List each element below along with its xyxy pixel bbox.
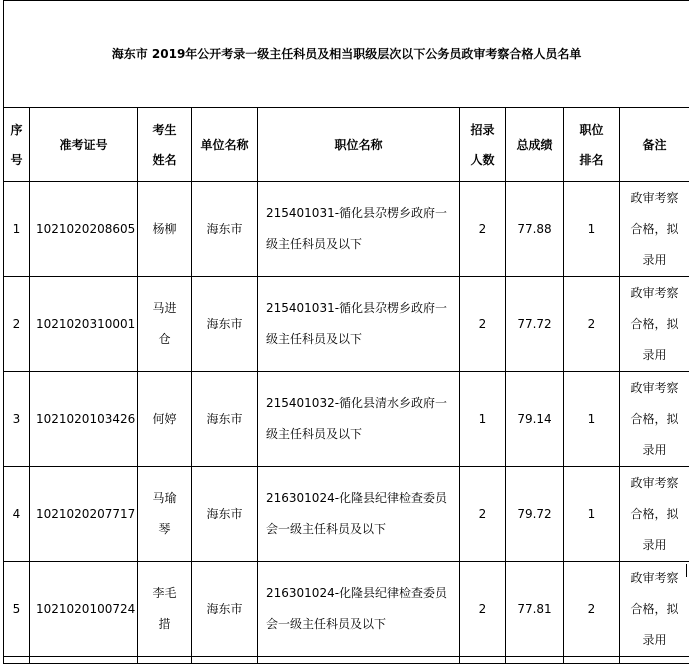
title-row bbox=[4, 1, 689, 108]
cell-score: 77.88 bbox=[506, 182, 564, 277]
header-rank: 职位排名 bbox=[564, 108, 620, 182]
cell-seq: 1 bbox=[4, 182, 30, 277]
cell-name: 杨柳 bbox=[138, 182, 192, 277]
cell-note: 政审考察合格，拟录用 bbox=[620, 182, 689, 277]
table-row bbox=[4, 372, 689, 467]
cell-rank: 1 bbox=[564, 182, 620, 277]
header-unit: 单位名称 bbox=[192, 108, 258, 182]
table-row bbox=[4, 467, 689, 562]
cell-rank: 1 bbox=[564, 467, 620, 562]
cell-score: 79.14 bbox=[506, 372, 564, 467]
candidate-table bbox=[3, 0, 689, 664]
cell-seq: 5 bbox=[4, 562, 30, 657]
cell-note: 政审考察合格，拟录用 bbox=[620, 562, 689, 657]
text-cursor bbox=[686, 564, 687, 577]
header-note: 备注 bbox=[620, 108, 689, 182]
cell-exam-no: 1021020207717 bbox=[30, 467, 138, 562]
cell-score: 77.81 bbox=[506, 562, 564, 657]
cell-rank: 1 bbox=[564, 372, 620, 467]
table-row bbox=[4, 182, 689, 277]
cell-quota: 2 bbox=[460, 562, 506, 657]
cell-quota: 2 bbox=[460, 182, 506, 277]
cell-note: 政审考察合格，拟录用 bbox=[620, 372, 689, 467]
cell-unit: 海东市 bbox=[192, 277, 258, 372]
header-position: 职位名称 bbox=[258, 108, 460, 182]
page-title: 海东市 2019年公开考录一级主任科员及相当职级层次以下公务员政审考察合格人员名单 bbox=[4, 1, 689, 108]
cell-seq: 4 bbox=[4, 467, 30, 562]
cell-quota: 1 bbox=[460, 372, 506, 467]
table-row bbox=[4, 277, 689, 372]
cell-note: 政审考察合格，拟录用 bbox=[620, 467, 689, 562]
header-name: 考生姓名 bbox=[138, 108, 192, 182]
table-row-partial bbox=[4, 657, 689, 664]
cell-quota: 2 bbox=[460, 467, 506, 562]
cell-unit: 海东市 bbox=[192, 562, 258, 657]
cell-exam-no: 1021020100724 bbox=[30, 562, 138, 657]
header-row bbox=[4, 108, 689, 182]
cell-rank: 2 bbox=[564, 562, 620, 657]
cell-position: 216301024-化隆县纪律检查委员会一级主任科员及以下 bbox=[258, 562, 460, 657]
cell-quota: 2 bbox=[460, 277, 506, 372]
cell-name: 李毛措 bbox=[138, 562, 192, 657]
cell-score: 79.72 bbox=[506, 467, 564, 562]
cell-position: 215401031-循化县尕楞乡政府一级主任科员及以下 bbox=[258, 182, 460, 277]
header-exam-no: 准考证号 bbox=[30, 108, 138, 182]
table-row bbox=[4, 562, 689, 657]
cell-name: 何婷 bbox=[138, 372, 192, 467]
cell-exam-no: 1021020310001 bbox=[30, 277, 138, 372]
header-seq: 序号 bbox=[4, 108, 30, 182]
cell-name: 马瑜琴 bbox=[138, 467, 192, 562]
cell-exam-no: 1021020208605 bbox=[30, 182, 138, 277]
cell-seq: 3 bbox=[4, 372, 30, 467]
cell-note: 政审考察合格，拟录用 bbox=[620, 277, 689, 372]
cell-rank: 2 bbox=[564, 277, 620, 372]
cell-seq: 2 bbox=[4, 277, 30, 372]
cell-exam-no: 1021020103426 bbox=[30, 372, 138, 467]
cell-position: 215401032-循化县清水乡政府一级主任科员及以下 bbox=[258, 372, 460, 467]
header-score: 总成绩 bbox=[506, 108, 564, 182]
cell-unit: 海东市 bbox=[192, 467, 258, 562]
cell-name: 马进仓 bbox=[138, 277, 192, 372]
header-quota: 招录人数 bbox=[460, 108, 506, 182]
cell-position: 216301024-化隆县纪律检查委员会一级主任科员及以下 bbox=[258, 467, 460, 562]
cell-unit: 海东市 bbox=[192, 372, 258, 467]
cell-unit: 海东市 bbox=[192, 182, 258, 277]
cell-position: 215401031-循化县尕楞乡政府一级主任科员及以下 bbox=[258, 277, 460, 372]
cell-score: 77.72 bbox=[506, 277, 564, 372]
